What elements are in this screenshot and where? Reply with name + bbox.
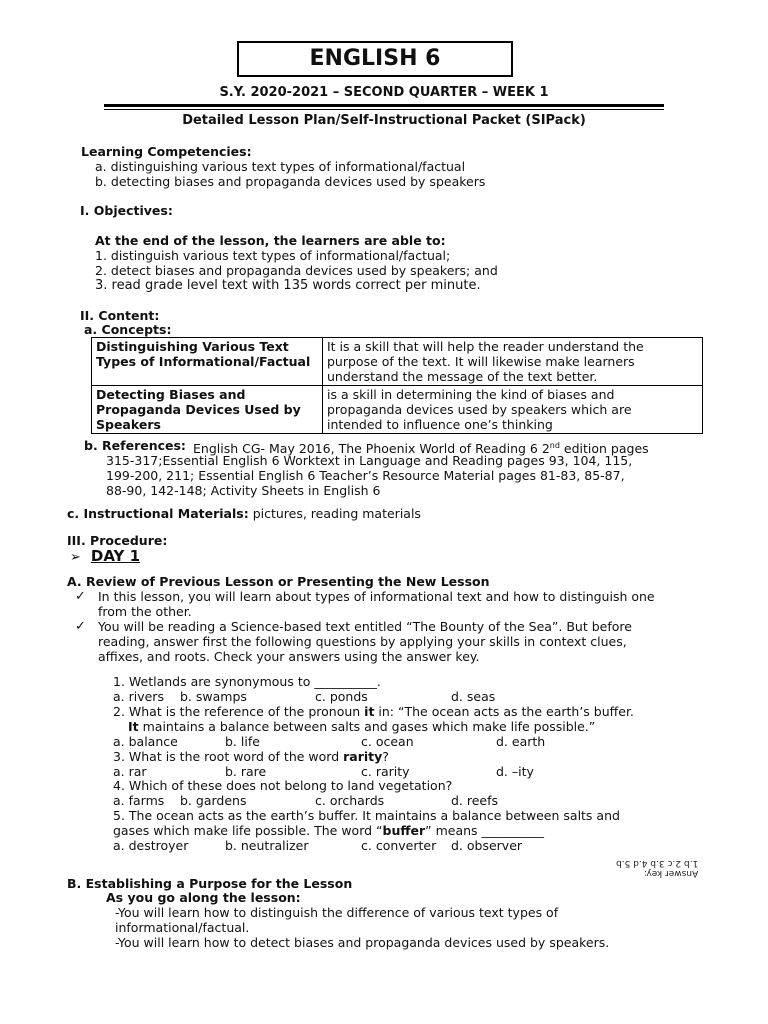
content-heading: II. Content:	[80, 308, 160, 323]
question-4: 4. Which of these does not belong to land vegetation?	[113, 778, 453, 793]
concepts-label: a. Concepts:	[84, 322, 172, 337]
objectives-heading: I. Objectives:	[80, 203, 173, 218]
question-2-option: a. balance	[113, 734, 178, 749]
concepts-table	[91, 337, 703, 434]
purpose-line: -You will learn how to distinguish the difference of various text types of	[115, 905, 559, 920]
question-5-option: d. observer	[451, 838, 523, 853]
references-label: b. References:	[84, 438, 186, 453]
question-4-option: a. farms	[113, 793, 165, 808]
section-b-heading: B. Establishing a Purpose for the Lesson	[67, 876, 353, 891]
question-2-continued: It maintains a balance between salts and gases which make life possible.”	[128, 719, 596, 734]
question-5-option: c. converter	[361, 838, 437, 853]
objective-item: 3. read grade level text with 135 words correct per minute.	[95, 278, 481, 293]
answer-key: Answer key: 1.b 2.c 3.b 4.d 5.b	[616, 858, 699, 878]
question-3-option: b. rare	[225, 764, 267, 779]
section-a-heading: A. Review of Previous Lesson or Presenting the New Lesson	[67, 574, 490, 589]
question-3-option: d. –ity	[496, 764, 534, 779]
question-4-option: c. orchards	[315, 793, 385, 808]
question-1-option: b. swamps	[180, 689, 247, 704]
question-1: 1. Wetlands are synonymous to __________.	[113, 674, 381, 689]
question-1-option: a. rivers	[113, 689, 164, 704]
bullet-line: You will be reading a Science-based text entitled “The Bounty of the Sea”. But before	[98, 619, 632, 634]
purpose-line: -You will learn how to detect biases and propaganda devices used by speakers.	[115, 935, 610, 950]
question-5-continued: gases which make life possible. The word “buffer” means __________	[113, 823, 545, 838]
references-line: 88-90, 142-148; Activity Sheets in English 6	[106, 483, 381, 498]
competencies-heading: Learning Competencies:	[81, 144, 252, 159]
question-5-option: b. neutralizer	[225, 838, 309, 853]
question-5: 5. The ocean acts as the earth’s buffer. It maintains a balance between salts and	[113, 808, 620, 823]
question-4-option: d. reefs	[451, 793, 499, 808]
references-line: 315-317;Essential English 6 Worktext in Language and Reading pages 93, 104, 115,	[106, 453, 633, 468]
question-3: 3. What is the root word of the word rarity?	[113, 749, 389, 764]
question-3-option: c. rarity	[361, 764, 410, 779]
day-heading: ➢ DAY 1	[70, 547, 141, 565]
concept-description: It is a skill that will help the reader understand the purpose of the text. It will likewise make learners understand the message of the text better.	[323, 338, 703, 386]
question-2-option: d. earth	[496, 734, 546, 749]
concept-description: is a skill in determining the kind of biases and propaganda devices used by speakers which are intended to influence one’s thinking	[323, 386, 703, 434]
arrow-bullet-icon: ➢	[70, 550, 81, 565]
instructional-materials: c. Instructional Materials: pictures, reading materials	[67, 506, 421, 521]
document-subtitle: Detailed Lesson Plan/Self-Instructional Packet (SIPack)	[182, 113, 586, 128]
objective-item: 1. distinguish various text types of informational/factual;	[95, 248, 451, 263]
references-line: 199-200, 211; Essential English 6 Teacher’s Resource Material pages 81-83, 85-87,	[106, 468, 625, 483]
objectives-intro: At the end of the lesson, the learners are able to:	[95, 233, 446, 248]
concept-term: Detecting Biases and Propaganda Devices Used by Speakers	[92, 386, 323, 434]
question-2-option: b. life	[225, 734, 260, 749]
question-3-option: a. rar	[113, 764, 147, 779]
table-row	[92, 338, 703, 386]
along-the-lesson-label: As you go along the lesson:	[106, 890, 301, 905]
procedure-heading: III. Procedure:	[67, 533, 168, 548]
question-2-option: c. ocean	[361, 734, 414, 749]
header-rule-thick	[104, 104, 664, 107]
objective-item: 2. detect biases and propaganda devices used by speakers; and	[95, 263, 498, 278]
bullet-line: reading, answer first the following questions by applying your skills in context clues,	[98, 634, 627, 649]
question-4-option: b. gardens	[180, 793, 247, 808]
question-1-option: c. ponds	[315, 689, 368, 704]
bullet-line: from the other.	[98, 604, 192, 619]
competency-item: b. detecting biases and propaganda devices used by speakers	[95, 174, 486, 189]
references-line: English CG- May 2016, The Phoenix World of Reading 6 2nd edition pages	[193, 441, 649, 457]
question-2: 2. What is the reference of the pronoun it in: “The ocean acts as the earth’s buffer.	[113, 704, 634, 719]
table-row	[92, 386, 703, 434]
check-icon: ✓	[75, 619, 86, 634]
question-1-option: d. seas	[451, 689, 496, 704]
competency-item: a. distinguishing various text types of informational/factual	[95, 159, 466, 174]
bullet-line: affixes, and roots. Check your answers using the answer key.	[98, 649, 480, 664]
document-title: ENGLISH 6	[237, 41, 513, 77]
check-icon: ✓	[75, 589, 86, 604]
header-rule-thin	[104, 109, 664, 110]
concept-term: Distinguishing Various Text Types of Informational/Factual	[92, 338, 323, 386]
purpose-line: informational/factual.	[115, 920, 250, 935]
bullet-line: In this lesson, you will learn about types of informational text and how to distinguish one	[98, 589, 655, 604]
question-5-option: a. destroyer	[113, 838, 189, 853]
school-year-line: S.Y. 2020-2021 – SECOND QUARTER – WEEK 1	[219, 85, 549, 100]
